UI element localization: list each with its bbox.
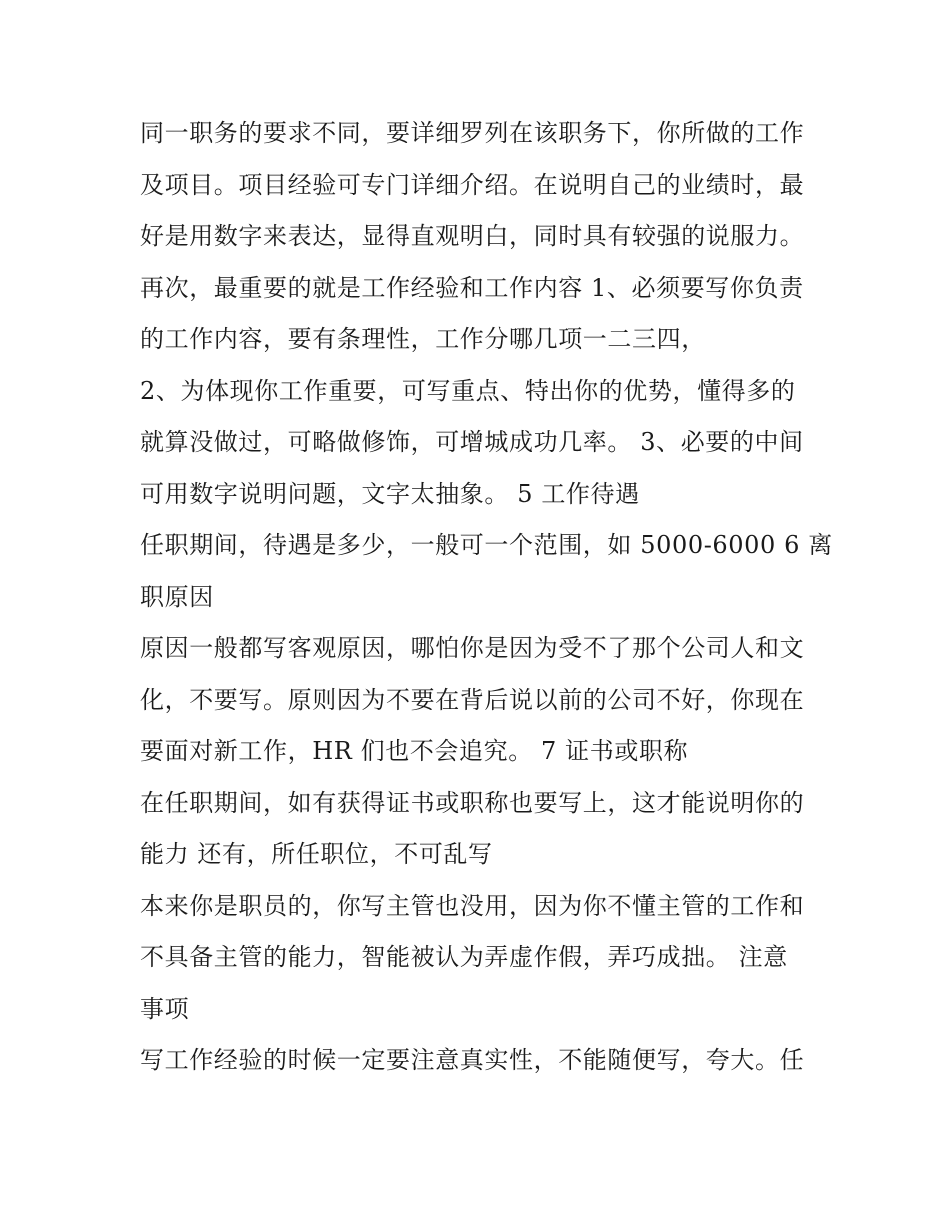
text-line: 2、为体现你工作重要，可写重点、特出你的优势，懂得多的 bbox=[140, 376, 796, 405]
text-line: 同一职务的要求不同，要详细罗列在该职务下，你所做的工作 bbox=[140, 119, 805, 147]
text-line: 职原因 bbox=[140, 582, 214, 611]
text-line: 就算没做过，可略做修饰，可增城成功几率。 3、必要的中间 bbox=[140, 428, 804, 456]
text-line: 可用数字说明问题，文字太抽象。 5 工作待遇 bbox=[140, 479, 640, 508]
text-line: 任职期间，待遇是多少，一般可一个范围，如 5000-6000 6 离 bbox=[140, 531, 833, 559]
body-text bbox=[140, 108, 833, 1087]
text-line: 不具备主管的能力，智能被认为弄虚作假，弄巧成拙。 注意 bbox=[140, 943, 788, 971]
text-line: 能力 还有，所任职位，不可乱写 bbox=[140, 840, 493, 868]
text-line: 本来你是职员的，你写主管也没用，因为你不懂主管的工作和 bbox=[140, 891, 805, 920]
text-line: 化，不要写。原则因为不要在背后说以前的公司不好，你现在 bbox=[140, 685, 805, 714]
text-line: 要面对新工作，HR 们也不会追究。 7 证书或职称 bbox=[140, 737, 689, 765]
text-line: 原因一般都写客观原因，哪怕你是因为受不了那个公司人和文 bbox=[140, 634, 805, 662]
text-line: 写工作经验的时候一定要注意真实性，不能随便写，夸大。任 bbox=[140, 1046, 805, 1074]
text-line: 在任职期间，如有获得证书或职称也要写上，这才能说明你的 bbox=[140, 788, 805, 817]
text-line: 好是用数字来表达，显得直观明白，同时具有较强的说服力。 bbox=[140, 222, 805, 250]
text-line: 事项 bbox=[140, 994, 190, 1023]
text-line: 及项目。项目经验可专门详细介绍。在说明自己的业绩时，最 bbox=[140, 170, 805, 199]
text-line: 的工作内容，要有条理性，工作分哪几项一二三四， bbox=[140, 325, 706, 353]
text-line: 再次，最重要的就是工作经验和工作内容 1、必须要写你负责 bbox=[140, 273, 804, 302]
